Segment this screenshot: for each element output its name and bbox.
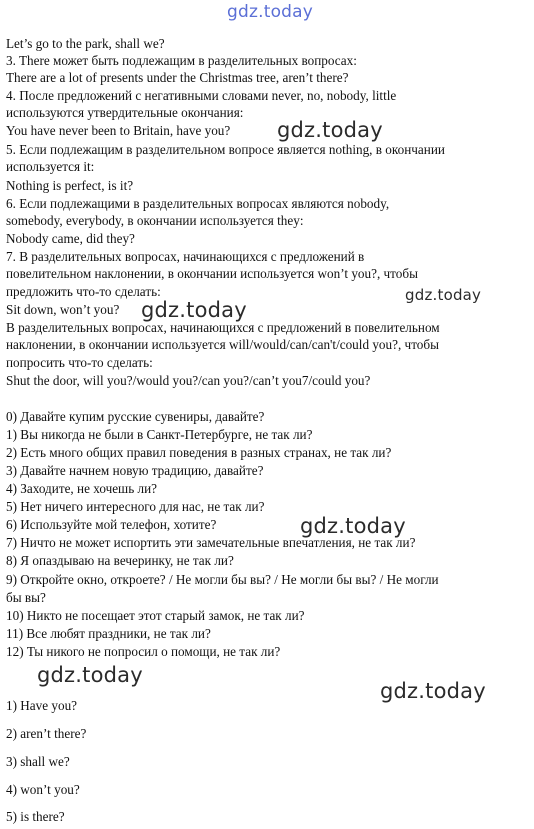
rule-line: используется it: [6, 159, 95, 174]
rule-line: предложить что-то сделать: [6, 284, 161, 299]
rule-line: попросить что-то сделать: [6, 355, 153, 370]
translation-line: 9) Откройте окно, откроете? / Не могли бы вы? / Не могли бы вы? / Не могли [6, 572, 439, 587]
watermark: gdz.today [300, 514, 406, 538]
watermark: gdz.today [37, 663, 143, 687]
rule-line: наклонении, в окончании используется will/would/can/can't/could you?, чтобы [6, 337, 439, 352]
rule-line: повелительном наклонении, в окончании используется won’t you?, чтобы [6, 266, 418, 281]
translation-line: 8) Я опаздываю на вечеринку, не так ли? [6, 553, 234, 568]
rule-line: 3. There может быть подлежащим в разделительных вопросах: [6, 53, 357, 68]
rule-line: somebody, everybody, в окончании используется they: [6, 213, 304, 228]
rule-line: Shut the door, will you?/would you?/can you?/can’t you7/could you? [6, 373, 371, 388]
watermark: gdz.today [277, 118, 383, 142]
rule-line: 6. Если подлежащими в разделительных вопросах являются nobody, [6, 196, 390, 211]
translation-line: 10) Никто не посещает этот старый замок, не так ли? [6, 608, 305, 623]
translation-line: 11) Все любят праздники, не так ли? [6, 626, 211, 641]
rule-line: В разделительных вопросах, начинающихся с предложений в повелительном [6, 320, 440, 335]
translation-line: 12) Ты никого не попросил о помощи, не так ли? [6, 644, 281, 659]
rule-line: There are a lot of presents under the Christmas tree, aren’t there? [6, 70, 349, 85]
translation-line: 0) Давайте купим русские сувениры, давайте? [6, 409, 265, 424]
rule-line: Sit down, won’t you? [6, 302, 120, 317]
watermark-top: gdz.today [227, 2, 314, 22]
watermark: gdz.today [405, 286, 482, 304]
rule-line: 5. Если подлежащим в разделительном вопросе является nothing, в окончании [6, 142, 445, 157]
answer-line: 3) shall we? [6, 754, 70, 769]
rule-line: You have never been to Britain, have you? [6, 123, 231, 138]
rule-line: используются утвердительные окончания: [6, 105, 244, 120]
rule-line: Let’s go to the park, shall we? [6, 36, 165, 51]
answer-line: 2) aren’t there? [6, 726, 87, 741]
answer-line: 1) Have you? [6, 698, 78, 713]
translation-line: 6) Используйте мой телефон, хотите? [6, 517, 217, 532]
translation-line: 7) Ничто не может испортить эти замечательные впечатления, не так ли? [6, 535, 416, 550]
rule-line: Nothing is perfect, is it? [6, 178, 134, 193]
rule-line: 4. После предложений с негативными словами never, no, nobody, little [6, 88, 397, 103]
rule-line: 7. В разделительных вопросах, начинающихся с предложений в [6, 249, 365, 264]
translation-line: 1) Вы никогда не были в Санкт-Петербурге, не так ли? [6, 427, 313, 442]
translation-line: 3) Давайте начнем новую традицию, давайте? [6, 463, 264, 478]
rule-line: Nobody came, did they? [6, 231, 135, 246]
translation-line: 4) Заходите, не хочешь ли? [6, 481, 158, 496]
translation-line: 2) Есть много общих правил поведения в разных странах, не так ли? [6, 445, 392, 460]
watermark: gdz.today [380, 679, 486, 703]
answer-line: 4) won’t you? [6, 782, 80, 797]
watermark: gdz.today [141, 298, 247, 322]
answer-line: 5) is there? [6, 809, 65, 824]
translation-line: бы вы? [6, 590, 46, 605]
translation-line: 5) Нет ничего интересного для нас, не так ли? [6, 499, 265, 514]
